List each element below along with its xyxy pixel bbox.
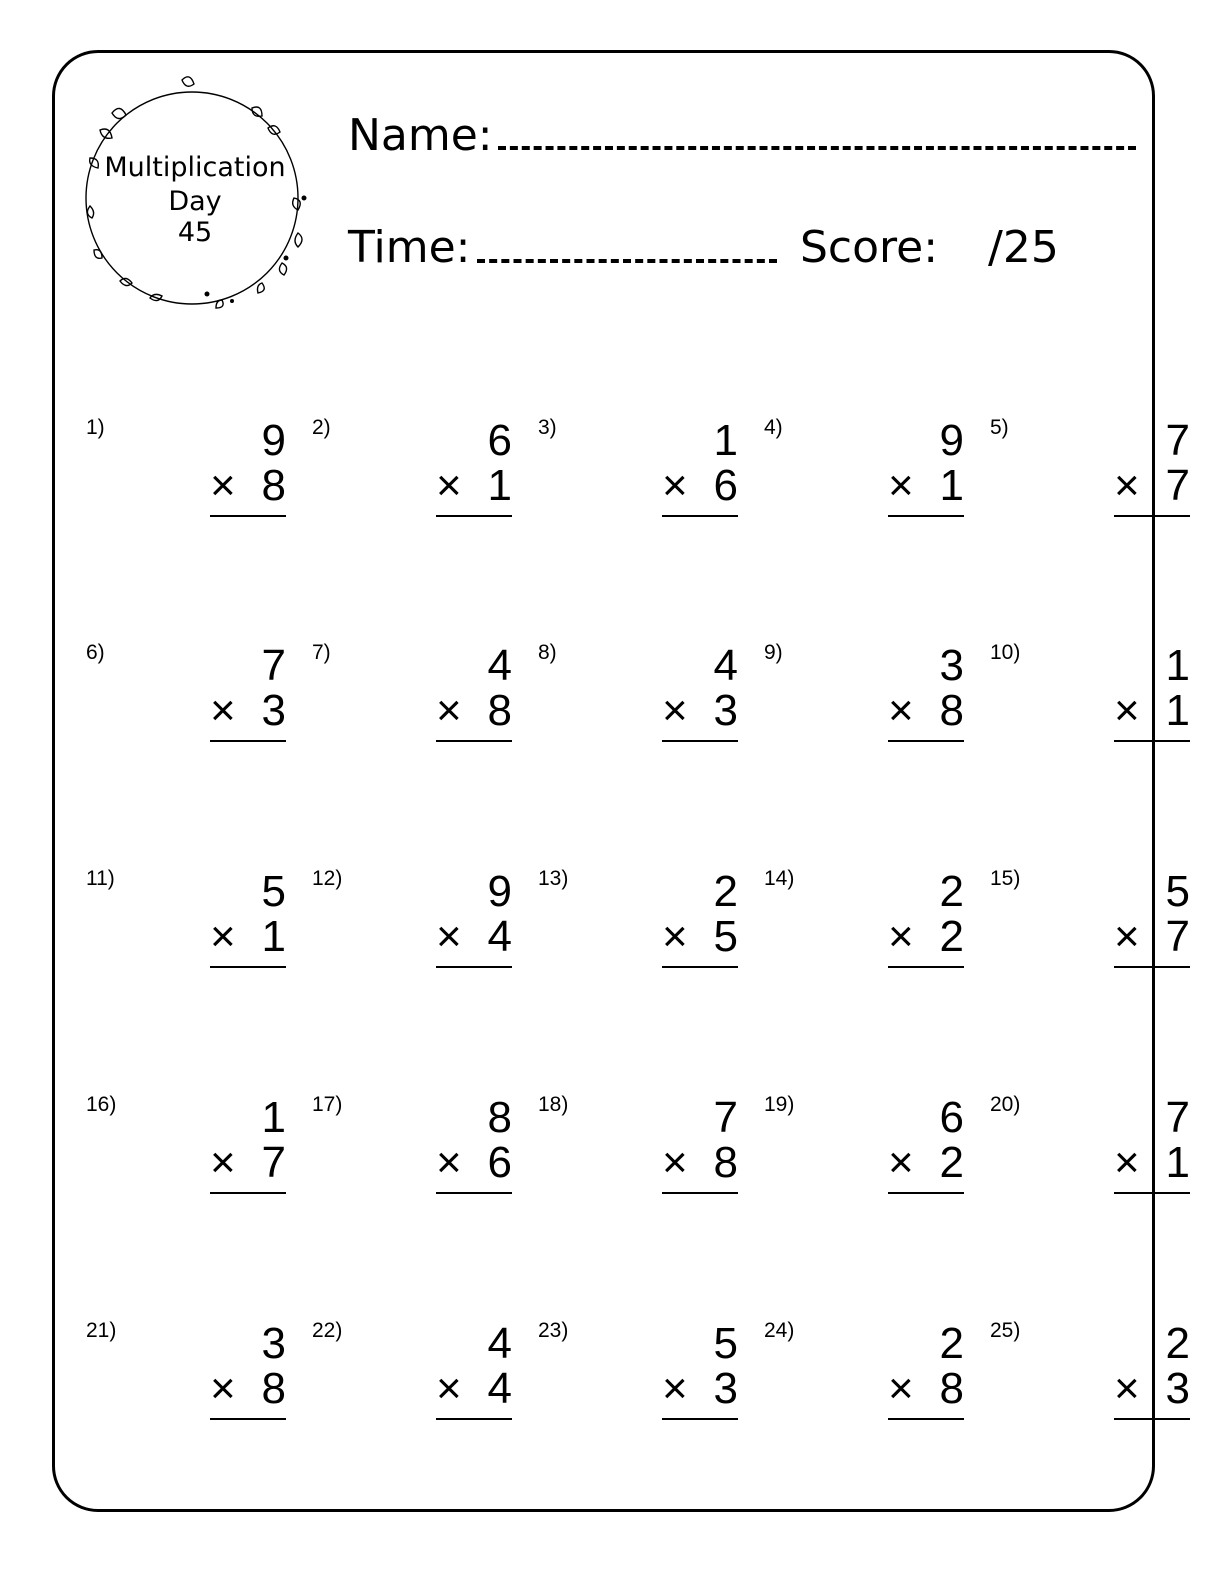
answer-line[interactable] <box>662 515 738 517</box>
multiplier: 8 <box>261 1364 286 1413</box>
multiplicand: 3 <box>939 641 964 690</box>
problem-number: 2) <box>312 416 331 439</box>
multiplier: 4 <box>487 912 512 961</box>
problem-13 <box>538 867 738 997</box>
multiplier-row <box>662 1138 738 1187</box>
multiplicand: 1 <box>713 416 738 465</box>
times-icon: × <box>888 1364 914 1413</box>
problem-number: 18) <box>538 1093 569 1116</box>
multiplicand: 7 <box>1165 1093 1190 1142</box>
multiplicand: 9 <box>939 416 964 465</box>
multiplier-row <box>888 912 964 961</box>
answer-line[interactable] <box>1114 515 1190 517</box>
multiplier: 8 <box>261 461 286 510</box>
answer-line[interactable] <box>662 1192 738 1194</box>
problem-14 <box>764 867 964 997</box>
multiplicand: 2 <box>1165 1319 1190 1368</box>
problem-19 <box>764 1093 964 1223</box>
times-icon: × <box>210 1364 236 1413</box>
multiplier: 2 <box>939 1138 964 1187</box>
multiplicand: 5 <box>261 867 286 916</box>
problem-22 <box>312 1319 512 1449</box>
multiplier-row <box>436 686 512 735</box>
problem-6 <box>86 641 286 771</box>
multiplier: 3 <box>713 1364 738 1413</box>
multiplicand: 2 <box>939 867 964 916</box>
answer-line[interactable] <box>888 515 964 517</box>
multiplier-row <box>210 1138 286 1187</box>
problem-17 <box>312 1093 512 1223</box>
times-icon: × <box>888 1138 914 1187</box>
multiplier-row <box>888 1138 964 1187</box>
multiplier: 8 <box>939 686 964 735</box>
score-total: /25 <box>988 222 1059 273</box>
multiplier-row <box>662 461 738 510</box>
multiplicand: 1 <box>261 1093 286 1142</box>
problem-number: 12) <box>312 867 343 890</box>
problem-12 <box>312 867 512 997</box>
problem-number: 9) <box>764 641 783 664</box>
problem-11 <box>86 867 286 997</box>
problem-number: 8) <box>538 641 557 664</box>
problem-number: 4) <box>764 416 783 439</box>
times-icon: × <box>1114 1138 1140 1187</box>
answer-line[interactable] <box>1114 966 1190 968</box>
badge-title: Multiplication <box>104 152 286 183</box>
times-icon: × <box>888 686 914 735</box>
multiplier: 1 <box>261 912 286 961</box>
multiplier-row <box>436 461 512 510</box>
multiplier: 3 <box>1165 1364 1190 1413</box>
problem-number: 11) <box>86 867 115 890</box>
multiplier: 6 <box>713 461 738 510</box>
answer-line[interactable] <box>210 966 286 968</box>
multiplier: 2 <box>939 912 964 961</box>
answer-line[interactable] <box>436 1192 512 1194</box>
times-icon: × <box>1114 686 1140 735</box>
multiplier-row <box>210 686 286 735</box>
multiplier: 3 <box>261 686 286 735</box>
answer-line[interactable] <box>1114 1418 1190 1420</box>
name-field[interactable] <box>498 146 1136 150</box>
answer-line[interactable] <box>210 515 286 517</box>
problem-25 <box>990 1319 1190 1449</box>
problem-23 <box>538 1319 738 1449</box>
multiplier-row <box>1114 686 1190 735</box>
multiplicand: 2 <box>713 867 738 916</box>
problem-16 <box>86 1093 286 1223</box>
multiplier: 6 <box>487 1138 512 1187</box>
multiplicand: 4 <box>487 641 512 690</box>
multiplier: 1 <box>487 461 512 510</box>
problem-number: 24) <box>764 1319 795 1342</box>
multiplier-row <box>888 686 964 735</box>
problem-number: 22) <box>312 1319 343 1342</box>
problem-number: 23) <box>538 1319 569 1342</box>
problem-number: 25) <box>990 1319 1021 1342</box>
times-icon: × <box>436 461 462 510</box>
badge-day-number: 45 <box>177 217 213 248</box>
time-field[interactable] <box>477 259 777 263</box>
times-icon: × <box>436 1364 462 1413</box>
multiplicand: 5 <box>713 1319 738 1368</box>
multiplier-row <box>662 912 738 961</box>
multiplier: 3 <box>713 686 738 735</box>
multiplicand: 9 <box>487 867 512 916</box>
problem-number: 1) <box>86 416 105 439</box>
multiplier-row <box>436 1138 512 1187</box>
multiplier-row <box>888 461 964 510</box>
multiplier-row <box>210 912 286 961</box>
multiplier: 8 <box>713 1138 738 1187</box>
times-icon: × <box>662 912 688 961</box>
multiplicand: 8 <box>487 1093 512 1142</box>
answer-line[interactable] <box>888 966 964 968</box>
answer-line[interactable] <box>662 740 738 742</box>
problem-number: 10) <box>990 641 1021 664</box>
name-label: Name: <box>348 110 493 161</box>
multiplier: 1 <box>1165 686 1190 735</box>
problem-9 <box>764 641 964 771</box>
times-icon: × <box>210 1138 236 1187</box>
multiplier: 1 <box>1165 1138 1190 1187</box>
multiplicand: 3 <box>261 1319 286 1368</box>
times-icon: × <box>210 461 236 510</box>
problem-number: 17) <box>312 1093 343 1116</box>
problem-number: 20) <box>990 1093 1021 1116</box>
multiplier-row <box>662 1364 738 1413</box>
answer-line[interactable] <box>436 1418 512 1420</box>
multiplier: 7 <box>1165 461 1190 510</box>
multiplicand: 6 <box>939 1093 964 1142</box>
multiplicand: 9 <box>261 416 286 465</box>
multiplier: 8 <box>487 686 512 735</box>
problem-number: 7) <box>312 641 331 664</box>
problem-number: 15) <box>990 867 1021 890</box>
problem-5 <box>990 416 1190 546</box>
day-badge <box>80 150 310 248</box>
problem-number: 14) <box>764 867 795 890</box>
multiplier: 8 <box>939 1364 964 1413</box>
answer-line[interactable] <box>436 966 512 968</box>
answer-line[interactable] <box>210 1192 286 1194</box>
badge-day-label: Day <box>168 186 222 217</box>
times-icon: × <box>436 912 462 961</box>
multiplier-row <box>1114 912 1190 961</box>
multiplicand: 7 <box>1165 416 1190 465</box>
multiplier-row <box>210 461 286 510</box>
problem-8 <box>538 641 738 771</box>
multiplicand: 5 <box>1165 867 1190 916</box>
multiplier-row <box>210 1364 286 1413</box>
times-icon: × <box>662 1364 688 1413</box>
answer-line[interactable] <box>662 1418 738 1420</box>
multiplier: 5 <box>713 912 738 961</box>
multiplier-row <box>1114 461 1190 510</box>
times-icon: × <box>436 686 462 735</box>
problem-21 <box>86 1319 286 1449</box>
problem-20 <box>990 1093 1190 1223</box>
multiplier-row <box>436 912 512 961</box>
problem-number: 16) <box>86 1093 117 1116</box>
problem-1 <box>86 416 286 546</box>
answer-line[interactable] <box>888 1418 964 1420</box>
multiplier: 7 <box>1165 912 1190 961</box>
multiplicand: 6 <box>487 416 512 465</box>
answer-line[interactable] <box>436 515 512 517</box>
times-icon: × <box>888 461 914 510</box>
multiplicand: 4 <box>487 1319 512 1368</box>
multiplier: 1 <box>939 461 964 510</box>
multiplicand: 7 <box>261 641 286 690</box>
times-icon: × <box>210 912 236 961</box>
score-label: Score: <box>800 222 939 273</box>
problem-number: 19) <box>764 1093 795 1116</box>
answer-line[interactable] <box>436 740 512 742</box>
problem-number: 3) <box>538 416 557 439</box>
multiplier: 7 <box>261 1138 286 1187</box>
multiplicand: 4 <box>713 641 738 690</box>
answer-line[interactable] <box>662 966 738 968</box>
answer-line[interactable] <box>210 1418 286 1420</box>
times-icon: × <box>1114 912 1140 961</box>
times-icon: × <box>210 686 236 735</box>
multiplicand: 1 <box>1165 641 1190 690</box>
multiplier-row <box>436 1364 512 1413</box>
times-icon: × <box>662 686 688 735</box>
multiplier: 4 <box>487 1364 512 1413</box>
problem-4 <box>764 416 964 546</box>
times-icon: × <box>888 912 914 961</box>
answer-line[interactable] <box>888 1192 964 1194</box>
problem-3 <box>538 416 738 546</box>
times-icon: × <box>662 1138 688 1187</box>
multiplier-row <box>662 686 738 735</box>
multiplier-row <box>888 1364 964 1413</box>
multiplier-row <box>1114 1138 1190 1187</box>
times-icon: × <box>436 1138 462 1187</box>
problem-15 <box>990 867 1190 997</box>
problem-24 <box>764 1319 964 1449</box>
multiplicand: 2 <box>939 1319 964 1368</box>
times-icon: × <box>1114 461 1140 510</box>
problem-10 <box>990 641 1190 771</box>
problem-18 <box>538 1093 738 1223</box>
times-icon: × <box>662 461 688 510</box>
problem-2 <box>312 416 512 546</box>
problem-number: 5) <box>990 416 1009 439</box>
multiplicand: 7 <box>713 1093 738 1142</box>
problem-number: 6) <box>86 641 105 664</box>
problem-number: 21) <box>86 1319 117 1342</box>
answer-line[interactable] <box>210 740 286 742</box>
answer-line[interactable] <box>1114 740 1190 742</box>
times-icon: × <box>1114 1364 1140 1413</box>
multiplier-row <box>1114 1364 1190 1413</box>
answer-line[interactable] <box>1114 1192 1190 1194</box>
problem-number: 13) <box>538 867 569 890</box>
answer-line[interactable] <box>888 740 964 742</box>
time-label: Time: <box>348 222 471 273</box>
problem-7 <box>312 641 512 771</box>
